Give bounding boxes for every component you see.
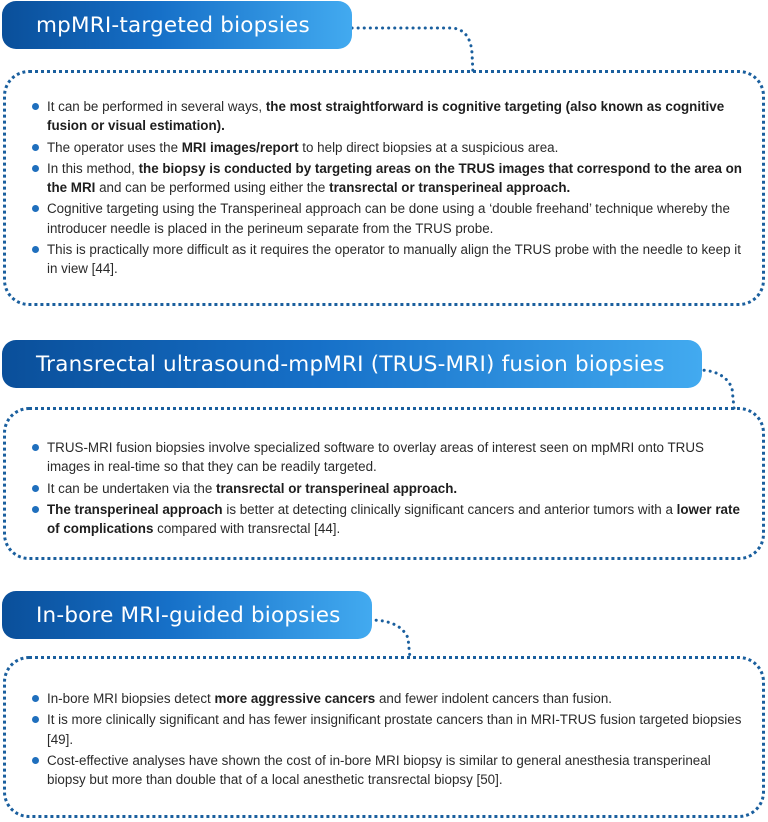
bullet-item (31, 159, 744, 198)
bullet-item (31, 710, 744, 749)
bullet-item (31, 138, 744, 157)
bullet-item (31, 751, 744, 790)
bullet-list (31, 438, 744, 540)
section-title-pill (2, 1, 352, 49)
text-run: and can be performed using either the (95, 180, 330, 196)
bullet-list (31, 689, 744, 791)
text-run: Cognitive targeting using the Transperineal approach can be done using a ‘double freehand’ technique whereby the introducer needle is placed in the perineum separate from the TRUS probe. (47, 201, 730, 236)
section-panel (3, 656, 765, 818)
text-run: TRUS-MRI fusion biopsies involve specialized software to overlay areas of interest seen on mpMRI onto TRUS images in real-time so that they can be readily targeted. (47, 440, 704, 475)
section-panel (3, 407, 765, 560)
bullet-list (31, 97, 744, 281)
section-title-pill (2, 591, 372, 639)
bullet-item (31, 97, 744, 136)
bold-text: MRI images/report (181, 139, 299, 155)
bold-text: lower rate of complications (47, 501, 740, 537)
dotted-connector (362, 602, 442, 662)
bold-text: The transperineal approach (47, 501, 223, 517)
text-run: to help direct biopsies at a suspicious area. (298, 139, 559, 155)
section-panel (3, 70, 765, 306)
section-title-pill (2, 340, 702, 388)
text-run: It can be undertaken via the (47, 480, 216, 496)
bullet-item (31, 199, 744, 238)
bullet-item (31, 240, 744, 279)
bullet-item (31, 500, 744, 539)
text-run: compared with transrectal [44]. (153, 521, 341, 537)
bold-text: more aggressive cancers (214, 691, 376, 706)
section-title: In-bore MRI-guided biopsies (36, 602, 341, 628)
bullet-item (31, 479, 744, 498)
bold-text: the biopsy is conducted by targeting areas on the TRUS images that correspond to the area on the MRI (47, 160, 742, 196)
bold-text: transrectal or transperineal approach. (216, 480, 458, 496)
bold-text: transrectal or transperineal approach. (329, 180, 571, 196)
dotted-connector (340, 8, 490, 78)
text-run: This is practically more difficult as it requires the operator to manually align the TRUS probe with the needle to keep it in view [44]. (47, 242, 741, 277)
text-run: In this method, (47, 160, 139, 176)
bullet-item (31, 689, 744, 708)
section-title: Transrectal ultrasound-mpMRI (TRUS-MRI) fusion biopsies (36, 351, 665, 377)
text-run: In-bore MRI biopsies detect (47, 691, 215, 706)
bold-text: the most straightforward is cognitive targeting (also known as cognitive fusion or visual estimation). (47, 99, 725, 134)
text-run: The operator uses the (47, 139, 182, 155)
section-title: mpMRI-targeted biopsies (36, 12, 310, 38)
text-run: and fewer indolent cancers than fusion. (375, 691, 612, 706)
text-run: It can be performed in several ways, (47, 99, 266, 114)
text-run: Cost-effective analyses have shown the cost of in-bore MRI biopsy is similar to general anesthesia transperineal biopsy but more than double that of a local anesthetic transrectal biopsy [50]. (47, 752, 711, 788)
text-run: is better at detecting clinically significant cancers and anterior tumors with a (222, 501, 677, 517)
bullet-item (31, 438, 744, 477)
text-run: It is more clinically significant and has fewer insignificant prostate cancers than in MRI-TRUS fusion targeted biopsies [49]. (47, 712, 742, 747)
